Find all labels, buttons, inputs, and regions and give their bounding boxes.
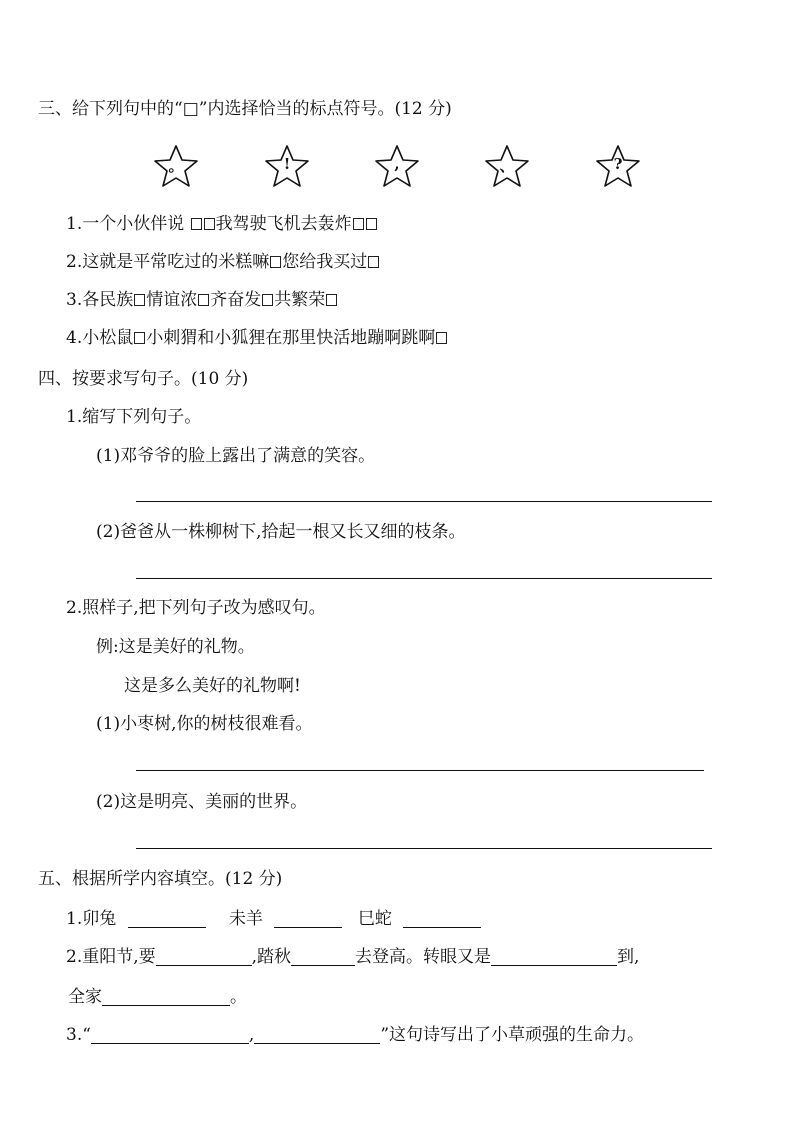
s4-q1b: (2)爸爸从一株柳树下,拾起一根又长又细的枝条。 xyxy=(96,522,466,542)
fill-blank[interactable] xyxy=(491,947,617,966)
answer-line-q2b[interactable] xyxy=(136,848,712,849)
s4-q2a: (1)小枣树,你的树枝很难看。 xyxy=(96,714,313,734)
s3-item-4 xyxy=(66,327,448,349)
fill-blank[interactable] xyxy=(291,947,355,966)
fill-blank[interactable] xyxy=(254,1025,380,1044)
s5-q3-text-a: 3.“ xyxy=(66,1025,91,1045)
s4-q1: 1.缩写下列句子。 xyxy=(66,407,202,427)
punct-box[interactable] xyxy=(134,294,145,306)
fill-blank[interactable] xyxy=(102,987,230,1006)
s4-q2: 2.照样子,把下列句子改为感叹句。 xyxy=(66,598,326,618)
punct-box[interactable] xyxy=(204,218,215,230)
s3-item-3-text-b: 情谊浓 xyxy=(146,290,198,310)
s3-item-2 xyxy=(66,251,380,273)
s5-q2-text-f: 。 xyxy=(230,987,247,1007)
punct-box[interactable] xyxy=(270,256,281,268)
s5-q3-text-b: , xyxy=(248,1025,255,1045)
answer-line-q1a[interactable] xyxy=(136,501,712,502)
punct-box[interactable] xyxy=(134,332,145,344)
punct-box[interactable] xyxy=(436,332,447,344)
s5-q2-text-d: 到, xyxy=(617,947,640,967)
punct-box[interactable] xyxy=(326,294,337,306)
s5-q2-text-b: ,踏秋 xyxy=(251,947,292,967)
s3-item-4-text-a: 4.小松鼠 xyxy=(66,328,134,348)
section4-title: 四、按要求写句子。(10 分) xyxy=(38,369,249,389)
s3-item-4-text-b: 小刺猬和小狐狸在那里快活地蹦啊跳啊 xyxy=(146,328,436,348)
fill-blank[interactable] xyxy=(91,1025,249,1044)
s5-q2-text-e: 全家 xyxy=(68,987,102,1007)
star-mark: ? xyxy=(613,155,623,173)
s5-q2-text-a: 2.重阳节,要 xyxy=(66,947,156,967)
s5-q2-line2 xyxy=(68,986,247,1008)
answer-line-q2a[interactable] xyxy=(136,770,704,771)
s5-q3 xyxy=(66,1024,644,1046)
punct-box[interactable] xyxy=(368,256,379,268)
fill-blank[interactable] xyxy=(274,909,342,928)
star-enumeration-comma xyxy=(482,142,532,192)
s4-q1a: (1)邓爷爷的脸上露出了满意的笑容。 xyxy=(96,446,376,466)
s3-item-3-text-c: 齐奋发 xyxy=(210,290,262,310)
s3-item-2-text-b: 您给我买过 xyxy=(282,252,368,272)
section5-title: 五、根据所学内容填空。(12 分) xyxy=(38,869,283,889)
s4-example: 例:这是美好的礼物。 xyxy=(96,637,255,657)
star-period xyxy=(151,142,201,192)
star-mark: 。 xyxy=(168,157,184,175)
s3-item-3-text-d: 共繁荣 xyxy=(274,290,326,310)
fill-blank[interactable] xyxy=(128,909,206,928)
fill-blank[interactable] xyxy=(403,909,481,928)
punct-box[interactable] xyxy=(191,218,202,230)
section3-title: 三、给下列句中的“□”内选择恰当的标点符号。(12 分) xyxy=(38,99,452,119)
s4-example-answer: 这是多么美好的礼物啊! xyxy=(124,676,301,696)
star-mark: 、 xyxy=(499,157,515,175)
star-mark: , xyxy=(394,155,400,173)
s5-q1-text-b: 未羊 xyxy=(229,909,264,929)
s5-q1 xyxy=(66,908,481,930)
s5-q1-text-a: 1.卯兔 xyxy=(66,909,117,929)
s5-q3-text-c: ”这句诗写出了小草顽强的生命力。 xyxy=(380,1025,645,1045)
s3-item-3 xyxy=(66,289,338,311)
fill-blank[interactable] xyxy=(156,947,252,966)
s5-q2-line1 xyxy=(66,946,639,968)
s4-q2b: (2)这是明亮、美丽的世界。 xyxy=(96,792,308,812)
punct-box[interactable] xyxy=(262,294,273,306)
star-mark: ! xyxy=(283,155,291,173)
s3-item-1-text-a: 1.一个小伙伴说 xyxy=(66,214,185,234)
punct-box[interactable] xyxy=(353,218,364,230)
s3-item-3-text-a: 3.各民族 xyxy=(66,290,134,310)
s3-item-1 xyxy=(66,213,378,235)
star-question xyxy=(593,142,643,192)
punct-box[interactable] xyxy=(198,294,209,306)
star-comma xyxy=(372,142,422,192)
s5-q1-text-c: 巳蛇 xyxy=(357,909,392,929)
s3-item-1-text-b: 我驾驶飞机去轰炸 xyxy=(215,214,352,234)
s5-q2-text-c: 去登高。转眼又是 xyxy=(355,947,492,967)
punct-box[interactable] xyxy=(366,218,377,230)
star-exclamation xyxy=(262,142,312,192)
s3-item-2-text-a: 2.这就是平常吃过的米糕嘛 xyxy=(66,252,270,272)
answer-line-q1b[interactable] xyxy=(136,578,712,579)
